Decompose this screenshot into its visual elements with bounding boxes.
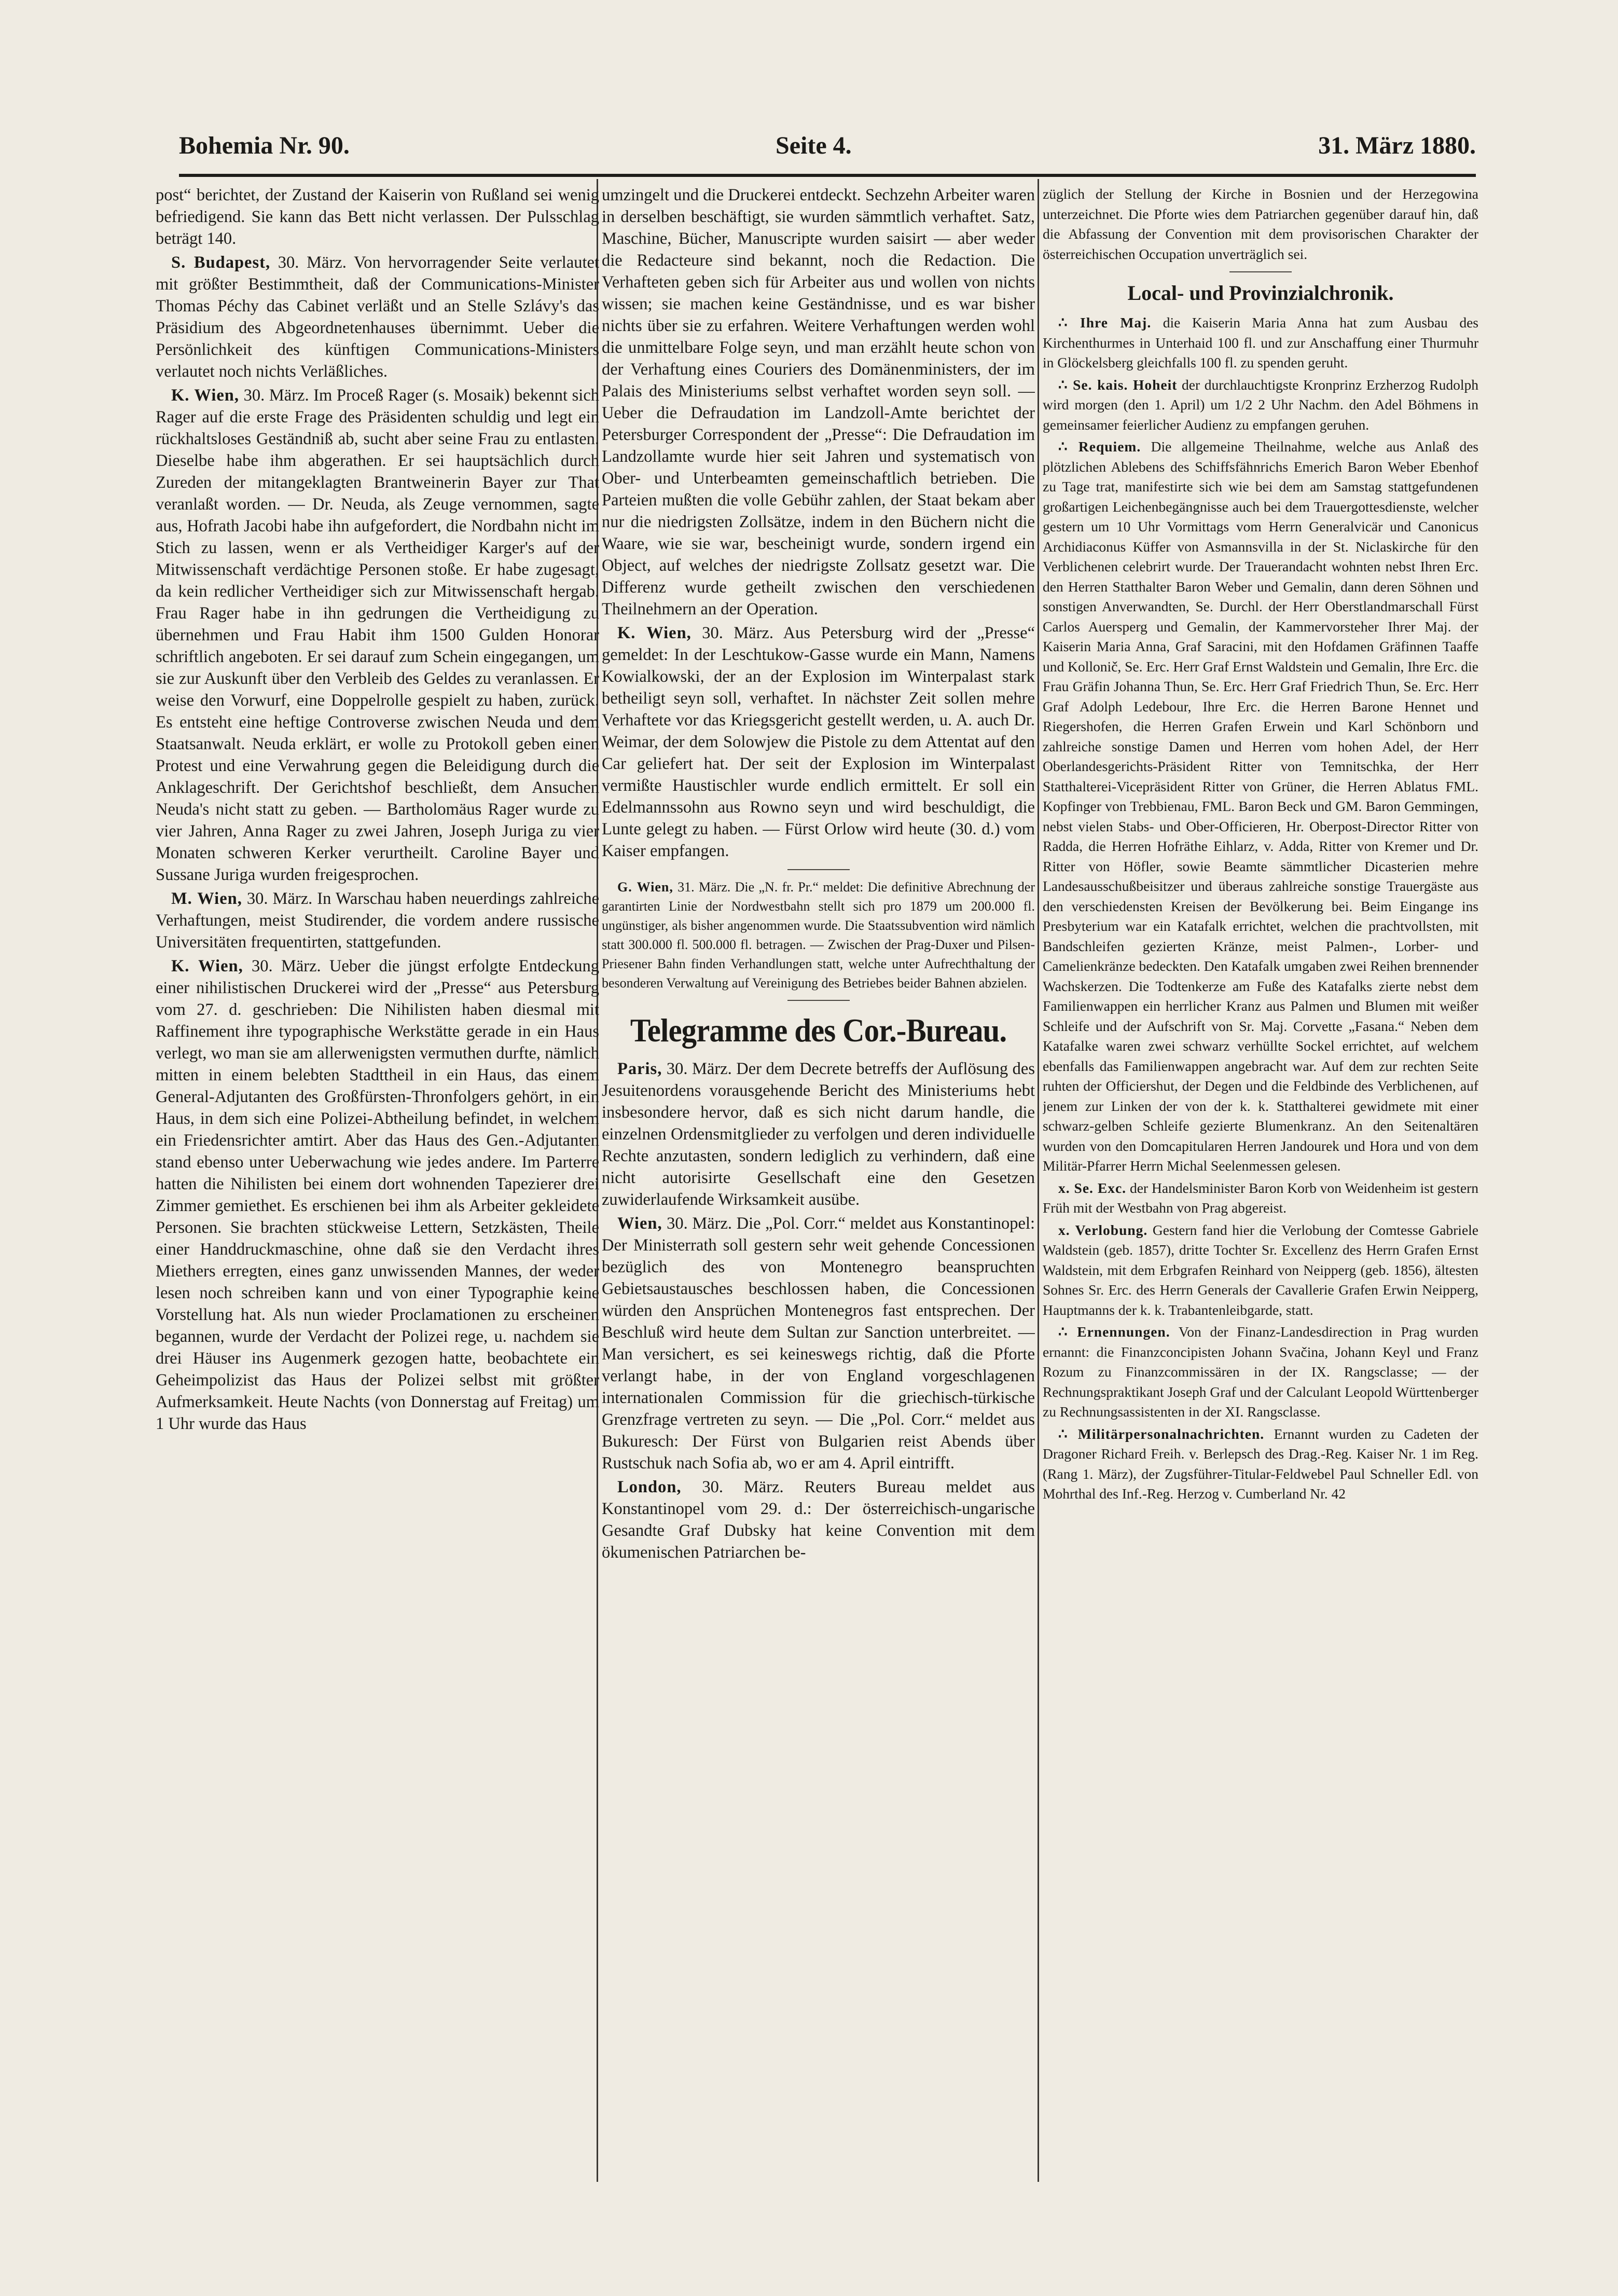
news-item: ∴ Ihre Maj. die Kaiserin Maria Anna hat zum Ausbau des Kirchenthurmes in Unterhaid 100 fl. und zur Anschaffung einer Thurmuhr in Glöckelsberg gleichfalls 100 fl. zu spenden geruht. (1043, 314, 1478, 370)
page-number: Seite 4. (776, 132, 852, 159)
column-3 (1043, 184, 1478, 2197)
news-item: x. Se. Exc. der Handelsminister Baron Korb von Weidenheim ist gestern Früh mit der Westbahn von Prag abgereist. (1043, 1179, 1478, 1216)
article-paragraph: post“ berichtet, der Zustand der Kaiserin von Rußland sei wenig befriedigend. Sie kann das Bett nicht verlassen. Der Pulsschlag beträgt 140. (156, 186, 599, 248)
page-header (179, 122, 1476, 177)
article-paragraph: züglich der Stellung der Kirche in Bosnien und der Herzegowina unterzeichnet. Die Pforte wies dem Patriarchen gegenüber darauf hin, daß die Abfassung der Convention mit dem provisorischen Charakter der österreichischen Occupation unverträglich sei. (1043, 186, 1478, 262)
news-item: ∴ Militärpersonalnachrichten. Ernannt wurden zu Cadeten der Dragoner Richard Freih. v. Berlepsch des Drag.-Reg. Kaiser Nr. 1 im Reg. (Rang 1. März), der Zugsführer-Titular-Feldwebel Paul Schneller Edl. von Mohrthal des Inf.-Reg. Herzog v. Cumberland Nr. 42 (1043, 1425, 1478, 1502)
news-item: ∴ Ernennungen. Von der Finanz-Landesdirection in Prag wurden ernannt: die Finanzconcipisten Johann Svačina, Johann Keyl und Franz Rozum zu Finanzcommissären in der IX. Rangsclasse; — der Rechnungspraktikant Joseph Graf und der Calculant Leopold Württenberger zu Rechnungsassistenten in der XI. Rangsclasse. (1043, 1324, 1478, 1420)
article-paragraph: S. Budapest, 30. März. Von hervorragender Seite verlautet mit größter Bestimmtheit, daß der Communications-Minister Thomas Péchy das Cabinet verläßt und an Stelle Szlávy's das Präsidium des Abgeordnetenhauses übernimmt. Ueber die Persönlichkeit des künftigen Communications-Ministers verlautet noch nichts Verläßliches. (156, 253, 599, 381)
article-paragraph: K. Wien, 30. März. Im Proceß Rager (s. Mosaik) bekennt sich Rager auf die erste Frage des Präsidenten schuldig und legt ein rückhaltsloses Geständniß ab, sucht aber seine Frau zu entlasten. Dieselbe habe ihm abgerathen. Er sei hauptsächlich durch Zureden der mitangeklagten Brantweinerin Bayer zur That veranlaßt worden. — Dr. Neuda, als Zeuge vernommen, sagte aus, Hofrath Jacobi habe ihn aufgefordert, die Nordbahn nicht im Stich zu lassen, wenn er als Vertheidiger Karger's auf der Mitwissenschaft verdächtige Personen stoße. Er habe zugesagt, da kein redlicher Vertheidiger sich zur Mitwissenschaft hergab. Frau Rager habe in ihn gedrungen die Vertheidigung zu übernehmen und Frau Habit ihm 1500 Gulden Honorar schriftlich angeboten. Er sei darauf zum Schein eingegangen, um sie zur Auskunft über den Verbleib des Geldes zu veranlassen. Er weise den Vorwurf, eine Doppelrolle gespielt zu haben, zurück. Es entsteht eine heftige Controverse zwischen Neuda und dem Staatsanwalt. Neuda erklärt, er wolle zu Protokoll geben einen Protest und eine Verwahrung gegen die Beleidigung durch die Anklageschrift. Der Gerichtshof beschließt, dem Ansuchen Neuda's nicht statt zu geben. — Bartholomäus Rager wurde zu vier Jahren, Anna Rager zu zwei Jahren, Joseph Juriga zu vier Monaten schweren Kerker verurtheilt. Caroline Bayer und Sussane Juriga wurden freigesprochen. (156, 386, 599, 884)
article-paragraph: K. Wien, 30. März. Aus Petersburg wird der „Presse“ gemeldet: In der Leschtukow-Gasse wurde ein Mann, Namens Kowialkowski, der an der Explosion im Winterpalast stark betheiligt seyn soll, verhaftet. In nächster Zeit sollen mehre Verhaftete vor das Kriegsgericht gestellt werden, u. A. auch Dr. Weimar, der dem Solowjew die Pistole zu dem Attentat auf den Car geliefert hat. Der seit der Explosion im Winterpalast vermißte Haustischler wurde endlich ermittelt. Er soll ein Edelmannssohn aus Rowno seyn und wird beschuldigt, die Lunte gelegt zu haben. — Fürst Orlow wird heute (30. d.) vom Kaiser empfangen. (602, 624, 1035, 860)
news-item: ∴ Se. kais. Hoheit der durchlauchtigste Kronprinz Erzherzog Rudolph wird morgen (den 1. April) um 1/2 2 Uhr Nachm. den Adel Böhmens in gemeinsamer feierlicher Audienz zu empfangen geruhen. (1043, 376, 1478, 433)
column-2 (602, 184, 1035, 2197)
article-paragraph: umzingelt und die Druckerei entdeckt. Sechzehn Arbeiter waren in derselben beschäftigt, sie wurden sämmtlich verhaftet. Satz, Maschine, Bücher, Manuscripte wurden saisirt — aber weder die Redacteure sind bekannt, noch die Redaction. Die Verhafteten geben sich für Arbeiter aus und wollen von nichts wissen; sie machen keine Geständnisse, und es war bisher nichts über sie zu erfahren. Weitere Verhaftungen werden wohl die unmittelbare Folge seyn, und man erzählt heute schon von der Verhaftung eines Couriers des Domänenministers, der im Palais des Ministeriums selbst verhaftet worden seyn soll. — Ueber die Defraudation im Landzoll-Amte berichtet der Petersburger Correspondent der „Presse“: Die Defraudation im Landzollamte wurde hier seit Jahren und systematisch von Ober- und Unterbeamten gemeinschaftlich betrieben. Die Parteien mußten die volle Gebühr zahlen, der Staat bekam aber nur die niedrigsten Zollsätze, indem in den Büchern nicht die Waare, wie sie war, bescheinigt wurde, sondern irgend ein Object, auf welches der niedrigste Zollsatz gesetzt war. Die Differenz wurde getheilt zwischen den verschiedenen Theilnehmern an der Operation. (602, 186, 1035, 618)
section-divider (1229, 271, 1292, 272)
article-paragraph: K. Wien, 30. März. Ueber die jüngst erfolgte Entdeckung einer nihilistischen Druckerei wird der „Presse“ aus Petersburg vom 27. d. geschrieben: Die Nihilisten haben diesmal mit Raffinement ihre typographische Werkstätte gerade in ein Haus verlegt, wo man sie am allerwenigsten vermuthen durfte, nämlich mitten in einem belebten Stadttheil in ein Haus, das einem General-Adjutanten des Großfürsten-Thronfolgers gehört, in ein Haus, in dem sich eine Polizei-Abtheilung befindet, in welchem ein Friedensrichter amtirt. Aber das Haus des Gen.-Adjutanten stand ebenso unter Ueberwachung wie jedes andere. Im Parterre hatten die Nihilisten bei einem dort wohnenden Tapezierer drei Zimmer gemiethet. Es erschienen bei ihm als Arbeiter gekleidete Personen. Sie brachten stückweise Lettern, Setzkästen, Theile einer Handdruckmaschine, ohne daß sie den Verdacht ihres Miethers erregten, eines ganz unwissenden Mannes, der weder lesen noch schreiben kann und von einer Typographie keine Vorstellung hat. Als nun wieder Proclamationen zu erscheinen begannen, wurde der Verdacht der Polizei rege, u. nachdem sie drei Häuser ins Augenmerk gezogen hatte, beobachtete ein Geheimpolizist das Haus der Polizei selbst mit größter Aufmerksamkeit. Heute Nachts (von Donnerstag auf Freitag) um 1 Uhr wurde das Haus (156, 957, 599, 1433)
column-1 (156, 184, 599, 2197)
section-heading-local-chronicle: Local- und Provinzialchronik. (1127, 281, 1394, 305)
article-paragraph: M. Wien, 30. März. In Warschau haben neuerdings zahlreiche Verhaftungen, meist Studirender, die vordem andere russische Universitäten frequentirten, stattgefunden. (156, 889, 599, 952)
section-heading-telegrams: Telegramme des Cor.-Bureau. (630, 1012, 1007, 1049)
article-paragraph: Paris, 30. März. Der dem Decrete betreffs der Auflösung des Jesuitenordens vorausgehende Bericht des Ministeriums hebt insbesondere hervor, daß es sich nicht darum handle, die einzelnen Ordensmitglieder zu verfolgen und deren individuelle Rechte anzutasten, sondern lediglich zu verhindern, daß eine nicht autorisirte Gesellschaft eine den Gesetzen zuwiderlaufende Wirksamkeit ausübe. (602, 1060, 1035, 1209)
section-divider (787, 1000, 850, 1001)
article-paragraph: London, 30. März. Reuters Bureau meldet aus Konstantinopel vom 29. d.: Der österreichisch-ungarische Gesandte Graf Dubsky hat keine Convention mit dem ökumenischen Patriarchen be- (602, 1478, 1035, 1562)
masthead-issue: Bohemia Nr. 90. (179, 132, 350, 159)
issue-date: 31. März 1880. (1318, 132, 1476, 159)
article-paragraph: Wien, 30. März. Die „Pol. Corr.“ meldet aus Konstantinopel: Der Ministerrath soll gestern sehr weit gehende Concessionen bezüglich des von Montenegro beanspruchten Gebietsaustausches beschlossen haben, die Concessionen würden den Ansprüchen Montenegros fast entsprechen. Der Beschluß wird heute dem Sultan zur Sanction unterbreitet. — Man versichert, es sei keineswegs richtig, daß die Pforte verlangt habe, in der von England vorgeschlagenen internationalen Commission für die griechisch-türkische Grenzfrage vertreten zu seyn. — Die „Pol. Corr.“ meldet aus Bukuresch: Der Fürst von Bulgarien reist Abends über Rustschuk nach Sofia ab, wo er am 4. April eintrifft. (602, 1214, 1035, 1473)
news-item: x. Verlobung. Gestern fand hier die Verlobung der Comtesse Gabriele Waldstein (geb. 1857), dritte Tochter Sr. Excellenz des Herrn Grafen Ernst Waldstein, mit dem Erbgrafen Reinhard von Neipperg (geb. 1856), ältesten Sohnes Sr. Erc. des Herrn Generals der Cavallerie Grafen Erwin Neipperg, Hauptmanns der k. k. Trabantenleibgarde, statt. (1043, 1221, 1478, 1318)
article-paragraph: G. Wien, 31. März. Die „N. fr. Pr.“ meldet: Die definitive Abrechnung der garantirten Linie der Nordwestbahn stellt sich pro 1879 um 200.000 fl. ungünstiger, als bisher angenommen wurde. Die Staatssubvention wird nämlich statt 300.000 fl. 500.000 fl. betragen. — Zwischen der Prag-Duxer und Pilsen-Priesener Bahn finden Verhandlungen statt, welche unter Aufrechthaltung der besonderen Verwaltung auf Vereinigung des Betriebes beider Bahnen abzielen. (602, 879, 1035, 991)
news-item: ∴ Requiem. Die allgemeine Theilnahme, welche aus Anlaß des plötzlichen Ablebens des Schiffsfähnrichs Emerich Baron Weber Ebenhof zu Tage trat, manifestirte sich wie bei dem am Samstag stattgefundenen großartigen Leichenbegängnisse auch bei dem Trauergottesdienste, welcher gestern um 10 Uhr Vormittags vom Herrn Generalvicär und Canonicus Archidiaconus Küffer von Asmannsvilla in der St. Niclaskirche für den Verblichenen celebrirt wurde. Der Trauerandacht wohnten nebst Ihren Erc. den Herren Statthalter Baron Weber und Gemalin, dann deren Söhnen und sonstigen Anverwandten, Se. Durchl. der Herr Oberstlandmarschall Fürst Carlos Auersperg und Gemalin, der Kammervorsteher Ihrer Maj. der Kaiserin Maria Anna, Graf Saracini, mit den Hofdamen Gräfinnen Taaffe und Kollonič, Se. Erc. Herr Graf Ernst Waldstein und Gemalin, Ihre Erc. die Frau Gräfin Johanna Thun, Se. Erc. Herr Graf Friedrich Thun, Se. Erc. Herr Graf Adolph Ledebour, Ihre Erc. die Herren Barone Hennet und Riegershofen, die Herren Grafen Erwein und Karl Schönborn und zahlreiche sonstige Damen und Herren vom hohen Adel, der Herr Oberlandesgerichts-Präsident Ritter von Temnitschka, der Herr Statthalterei-Vicepräsident Ritter von Grüner, die Herren Ablatus FML. Kopfinger von Trebbienau, FML. Baron Beck und GM. Baron Gemmingen, nebst vielen Stabs- und Ober-Officieren, Hr. Oberpost-Director Ritter von Radda, die Herren Hofräthe Eihlarz, v. Adda, Ritter von Kremer und Dr. Ritter von Höfler, sowie Beamte sämmtlicher Dicasterien mehre Landesausschußbeisitzer und überaus zahlreiche sonstige Trauergäste aus den verschiedensten Kreisen der Bevölkerung bei. Beim Eingange ins Presbyterium war ein Katafalk errichtet, welchen die prachtvollsten, mit Bandschleifen gezierten Kränze, meist Palmen-, Lorber- und Camelienkränze bedeckten. Den Katafalk umgaben zwei Reihen brennender Wachskerzen. Die Todtenkerze am Fuße des Katafalks zierte nebst dem Familienwappen ein herrlicher Kranz aus Palmen und Blumen mit weißer Schleife und der Aufschrift von Sr. Maj. Corvette „Fasana.“ Neben dem Katafalke waren zwei schwarz verhüllte Sockel errichtet, auf welchem ebenfalls das Familienwappen angebracht war. Auf dem zur rechten Seite ruhten der Officiershut, der Degen und die Feldbinde des Verblichenen, auf jenem zur Linken der von der k. k. Statthalterei gewidmete mit einer schwarz-gelben Schleife gezierte Blumenkranz. An den Seitenaltären wurden von den Domcapitularen Herren Jandourek und Hora und von dem Militär-Pfarrer Herrn Michal Seelenmessen gelesen. (1043, 438, 1478, 1174)
column-divider (1038, 179, 1039, 2182)
section-divider (787, 869, 850, 870)
